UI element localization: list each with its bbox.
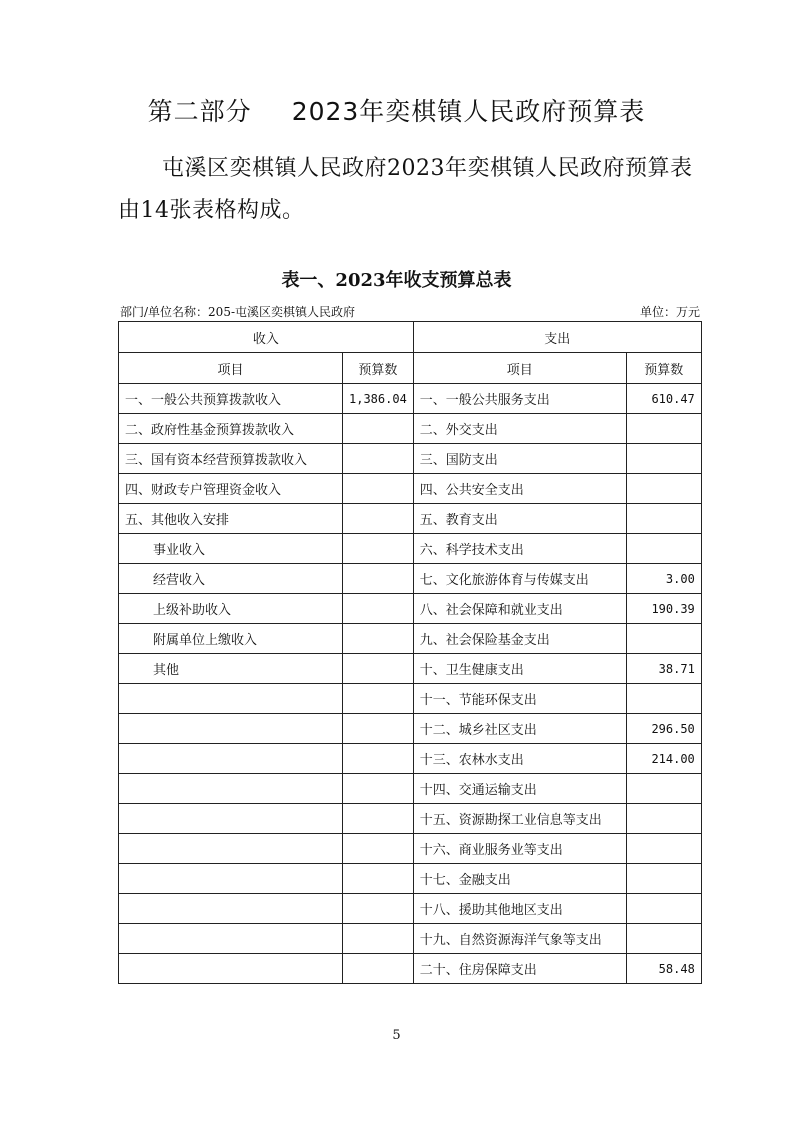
table-row <box>119 924 702 954</box>
page-number: 5 <box>392 1028 401 1043</box>
income-amount-cell <box>343 654 414 684</box>
income-amount-cell <box>343 624 414 654</box>
expense-item-cell: 一、一般公共服务支出 <box>413 384 626 414</box>
expense-item-header: 项目 <box>413 353 626 384</box>
expense-amount-cell: 38.71 <box>626 654 701 684</box>
table-row <box>119 774 702 804</box>
income-item-cell: 经营收入 <box>119 564 343 594</box>
income-amount-cell <box>343 834 414 864</box>
expense-item-cell: 十一、节能环保支出 <box>413 684 626 714</box>
table-title: 表一、2023年收支预算总表 <box>281 270 512 291</box>
dept-name: 部门/单位名称：205-屯溪区奕棋镇人民政府 <box>120 305 356 319</box>
expense-item-cell: 十三、农林水支出 <box>413 744 626 774</box>
income-amount-cell <box>343 504 414 534</box>
table-row <box>119 384 702 414</box>
income-item-cell <box>119 684 343 714</box>
expense-amount-cell <box>626 834 701 864</box>
income-item-cell: 一、一般公共预算拨款收入 <box>119 384 343 414</box>
table-row <box>119 954 702 984</box>
heading-title: 2023年奕棋镇人民政府预算表 <box>291 97 646 126</box>
expense-amount-cell: 296.50 <box>626 714 701 744</box>
expense-item-cell: 十九、自然资源海洋气象等支出 <box>413 924 626 954</box>
income-item-cell <box>119 954 343 984</box>
table-row <box>119 564 702 594</box>
expense-amount-cell <box>626 684 701 714</box>
table-row <box>119 894 702 924</box>
income-item-cell <box>119 714 343 744</box>
income-amount-cell <box>343 744 414 774</box>
income-item-cell <box>119 894 343 924</box>
expense-item-cell: 五、教育支出 <box>413 504 626 534</box>
table-row <box>119 654 702 684</box>
income-amount-cell <box>343 414 414 444</box>
income-item-cell <box>119 774 343 804</box>
expense-item-cell: 十七、金融支出 <box>413 864 626 894</box>
income-amount-cell: 1,386.04 <box>343 384 414 414</box>
expense-amount-cell <box>626 534 701 564</box>
income-item-cell: 二、政府性基金预算拨款收入 <box>119 414 343 444</box>
income-amount-cell <box>343 774 414 804</box>
table-row <box>119 684 702 714</box>
expense-item-cell: 十四、交通运输支出 <box>413 774 626 804</box>
income-amount-cell <box>343 954 414 984</box>
income-item-cell: 四、财政专户管理资金收入 <box>119 474 343 504</box>
expense-item-cell: 十、卫生健康支出 <box>413 654 626 684</box>
table-row <box>119 864 702 894</box>
table-row <box>119 834 702 864</box>
heading-part: 第二部分 <box>147 97 252 126</box>
expense-item-cell: 二十、住房保障支出 <box>413 954 626 984</box>
expense-amount-cell: 190.39 <box>626 594 701 624</box>
table-row <box>119 474 702 504</box>
income-amount-cell <box>343 804 414 834</box>
table-row <box>119 444 702 474</box>
expense-item-cell: 三、国防支出 <box>413 444 626 474</box>
income-amount-cell <box>343 594 414 624</box>
intro-paragraph: 屯溪区奕棋镇人民政府2023年奕棋镇人民政府预算表由14张表格构成。 <box>118 156 693 223</box>
budget-summary-table <box>118 321 702 984</box>
income-item-header: 项目 <box>119 353 343 384</box>
table-row <box>119 624 702 654</box>
expense-amount-cell <box>626 864 701 894</box>
expense-item-cell: 九、社会保险基金支出 <box>413 624 626 654</box>
expense-item-cell: 四、公共安全支出 <box>413 474 626 504</box>
expense-amount-cell <box>626 924 701 954</box>
income-item-cell <box>119 924 343 954</box>
income-item-cell: 三、国有资本经营预算拨款收入 <box>119 444 343 474</box>
expense-item-cell: 七、文化旅游体育与传媒支出 <box>413 564 626 594</box>
table-row <box>119 414 702 444</box>
table-row <box>119 504 702 534</box>
income-amount-cell <box>343 924 414 954</box>
table-row <box>119 744 702 774</box>
income-item-cell: 附属单位上缴收入 <box>119 624 343 654</box>
income-amount-cell <box>343 864 414 894</box>
table-meta <box>120 303 700 320</box>
expense-budget-header: 预算数 <box>626 353 701 384</box>
expense-item-cell: 六、科学技术支出 <box>413 534 626 564</box>
income-item-cell <box>119 804 343 834</box>
income-amount-cell <box>343 684 414 714</box>
income-amount-cell <box>343 534 414 564</box>
table-row <box>119 804 702 834</box>
expense-amount-cell <box>626 504 701 534</box>
expense-amount-cell: 3.00 <box>626 564 701 594</box>
income-item-cell: 五、其他收入安排 <box>119 504 343 534</box>
income-amount-cell <box>343 474 414 504</box>
expense-item-cell: 十八、援助其他地区支出 <box>413 894 626 924</box>
table-row <box>119 534 702 564</box>
income-amount-cell <box>343 714 414 744</box>
expense-amount-cell <box>626 414 701 444</box>
table-row <box>119 714 702 744</box>
income-budget-header: 预算数 <box>343 353 414 384</box>
expense-amount-cell <box>626 474 701 504</box>
income-item-cell: 上级补助收入 <box>119 594 343 624</box>
income-header: 收入 <box>119 322 414 353</box>
expense-amount-cell: 58.48 <box>626 954 701 984</box>
income-amount-cell <box>343 564 414 594</box>
expense-amount-cell <box>626 894 701 924</box>
expense-item-cell: 十六、商业服务业等支出 <box>413 834 626 864</box>
expense-item-cell: 八、社会保障和就业支出 <box>413 594 626 624</box>
income-amount-cell <box>343 894 414 924</box>
expense-amount-cell: 214.00 <box>626 744 701 774</box>
expense-amount-cell <box>626 624 701 654</box>
expense-amount-cell: 610.47 <box>626 384 701 414</box>
expense-item-cell: 二、外交支出 <box>413 414 626 444</box>
header-row-1 <box>119 322 702 353</box>
expense-item-cell: 十五、资源勘探工业信息等支出 <box>413 804 626 834</box>
table-row <box>119 594 702 624</box>
expense-amount-cell <box>626 444 701 474</box>
income-item-cell: 其他 <box>119 654 343 684</box>
income-item-cell <box>119 834 343 864</box>
expense-amount-cell <box>626 804 701 834</box>
header-row-2 <box>119 353 702 384</box>
income-item-cell: 事业收入 <box>119 534 343 564</box>
income-item-cell <box>119 864 343 894</box>
expense-amount-cell <box>626 774 701 804</box>
expense-header: 支出 <box>413 322 701 353</box>
unit-label: 单位：万元 <box>639 305 700 319</box>
page-heading <box>0 92 793 128</box>
income-item-cell <box>119 744 343 774</box>
income-amount-cell <box>343 444 414 474</box>
expense-item-cell: 十二、城乡社区支出 <box>413 714 626 744</box>
